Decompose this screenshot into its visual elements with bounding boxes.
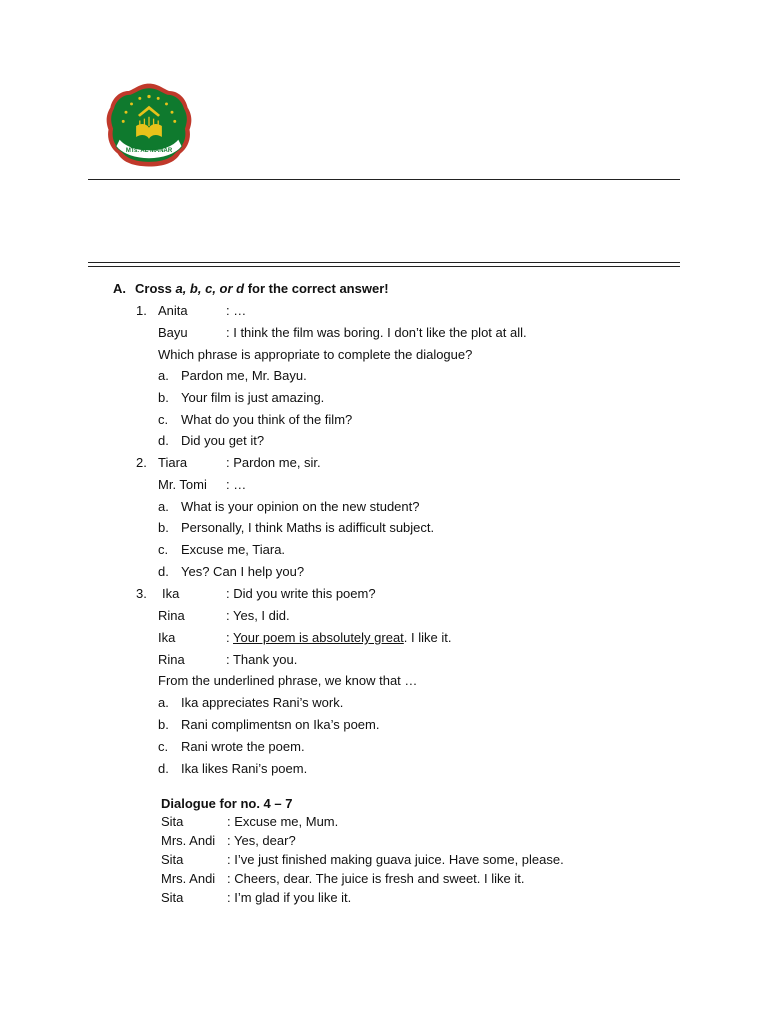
q1-question: Which phrase is appropriate to complete the dialogue? [158,347,473,362]
q1-option-letter: a. [158,368,169,383]
q3-option-text: Rani complimentsn on Ika’s poem. [181,717,380,732]
q1-option-text: What do you think of the film? [181,412,353,427]
speaker-name: Anita [158,303,188,318]
speaker-text: : I think the film was boring. I don’t like the plot at all. [226,325,527,340]
q2-option-text: Personally, I think Maths is adifficult subject. [181,520,435,535]
q3-dialogue-line [162,586,376,602]
section-instruction [135,281,389,297]
q2-option-text: Excuse me, Tiara. [181,542,286,557]
q2-option-letter: d. [158,564,169,579]
q2-option-text: Yes? Can I help you? [181,564,305,579]
speaker-text-pre: : [226,630,233,645]
speaker-name: Ika [162,586,180,601]
speaker-text: : Excuse me, Mum. [227,814,339,829]
q3-dialogue-line [158,630,451,646]
speaker-text: : Pardon me, sir. [226,455,321,470]
q2-dialogue-line [158,477,246,493]
speaker-name: Sita [161,852,184,867]
speaker-text: : Cheers, dear. The juice is fresh and sweet. I like it. [227,871,525,886]
double-rule-top [88,262,680,263]
speaker-name: Rina [158,608,185,623]
q3-question: From the underlined phrase, we know that … [158,673,418,688]
q1-dialogue-line [158,303,246,319]
q3-number: 3. [136,586,147,601]
q3-option-letter: d. [158,761,169,776]
dialogue-heading: Dialogue for no. 4 – 7 [161,796,293,811]
q1-option-text: Your film is just amazing. [181,390,325,405]
speaker-text: : … [226,477,247,492]
speaker-name: Ika [158,630,176,645]
speaker-name: Tiara [158,455,188,470]
speaker-name: Mrs. Andi [161,871,216,886]
speaker-text: : Did you write this poem? [226,586,376,601]
speaker-text: : I’m glad if you like it. [227,890,352,905]
q1-option-text: Pardon me, Mr. Bayu. [181,368,307,383]
q1-option-text: Did you get it? [181,433,265,448]
instruction-pre: Cross [135,281,176,296]
instruction-post: for the correct answer! [244,281,389,296]
q3-option-letter: c. [158,739,169,754]
q2-number: 2. [136,455,147,470]
q3-dialogue-line [158,608,290,624]
speaker-text: : Yes, dear? [227,833,296,848]
dialogue-line [161,852,564,868]
q2-option-letter: c. [158,542,169,557]
speaker-text: : Thank you. [226,652,298,667]
speaker-name: Sita [161,890,184,905]
q1-option-letter: d. [158,433,169,448]
school-logo [103,80,195,172]
speaker-text: : Yes, I did. [226,608,290,623]
q2-option-text: What is your opinion on the new student? [181,499,420,514]
q1-option-letter: b. [158,390,169,405]
speaker-text-post: . I like it. [403,630,452,645]
speaker-name: Sita [161,814,184,829]
q3-option-text: Rani wrote the poem. [181,739,305,754]
double-rule-bottom [88,266,680,267]
q1-option-letter: c. [158,412,169,427]
header-rule [88,179,680,180]
instruction-italic: a, b, c, or d [175,281,245,296]
speaker-name: Bayu [158,325,188,340]
q3-option-text: Ika likes Rani’s poem. [181,761,308,776]
q3-option-letter: b. [158,717,169,732]
speaker-text: : … [226,303,247,318]
logo-text: MTs. AL MANAR [125,147,173,154]
dialogue-line [161,833,296,849]
dialogue-line [161,871,524,887]
q1-dialogue-line [158,325,527,341]
speaker-name: Rina [158,652,185,667]
q3-option-text: Ika appreciates Rani’s work. [181,695,344,710]
dialogue-line [161,814,338,830]
dialogue-line [161,890,351,906]
speaker-name: Mr. Tomi [158,477,207,492]
speaker-name: Mrs. Andi [161,833,216,848]
section-letter: A. [113,281,126,296]
q2-option-letter: b. [158,520,169,535]
q1-number: 1. [136,303,147,318]
q3-option-letter: a. [158,695,169,710]
q3-dialogue-line [158,652,297,668]
speaker-text: : I’ve just finished making guava juice. Have some, please. [227,852,564,867]
q2-dialogue-line [158,455,321,471]
q2-option-letter: a. [158,499,169,514]
underlined-phrase: Your poem is absolutely great [233,630,404,645]
